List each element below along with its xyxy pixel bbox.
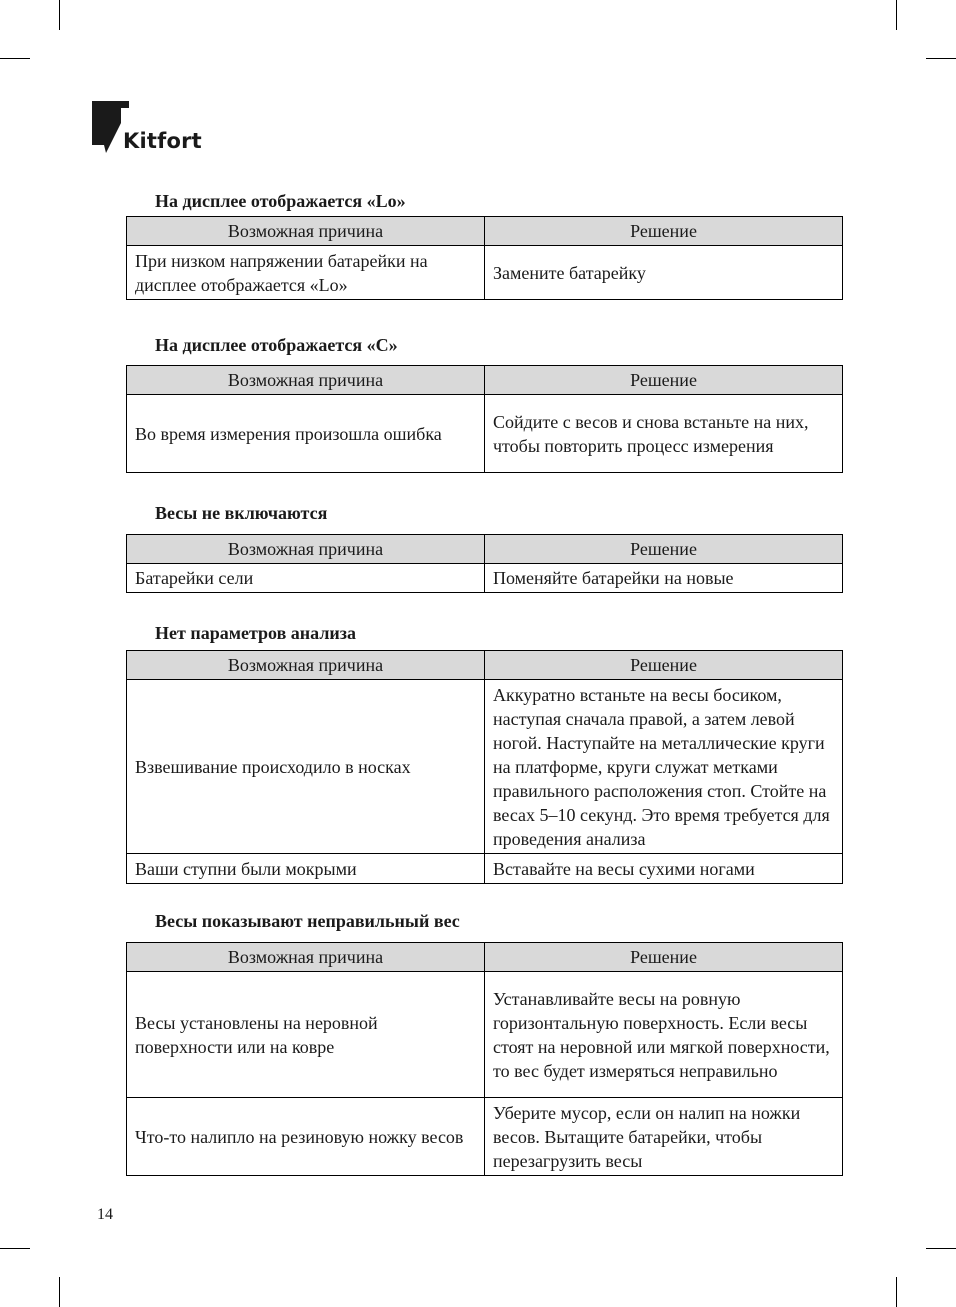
section-title: На дисплее отображается «С» [155, 335, 398, 355]
header-solution: Решение [485, 943, 843, 972]
header-solution: Решение [485, 217, 843, 246]
solution-cell: Поменяйте батарейки на новые [485, 564, 843, 593]
header-cause: Возможная причина [127, 943, 485, 972]
table-row [127, 680, 843, 854]
crop-mark [59, 1277, 60, 1307]
table-row [127, 1098, 843, 1176]
page-number: 14 [97, 1206, 113, 1223]
cause-cell: Батарейки сели [127, 564, 485, 593]
header-cause: Возможная причина [127, 535, 485, 564]
header-solution: Решение [485, 535, 843, 564]
solution-cell: Аккуратно встаньте на весы босиком, наступая сначала правой, а затем левой ногой. Наступайте на металлические круги на платформе, круги служат метками правильного расположения стоп. Стойте на весах 5–10 секунд. Это время требуется для проведения анализа [485, 680, 843, 854]
troubleshooting-table [126, 534, 843, 593]
table-header-row [127, 943, 843, 972]
troubleshooting-table [126, 942, 843, 1176]
table-row [127, 972, 843, 1098]
header-cause: Возможная причина [127, 651, 485, 680]
section-title: На дисплее отображается «Lo» [155, 191, 406, 211]
cause-cell: Взвешивание происходило в носках [127, 680, 485, 854]
table-row [127, 854, 843, 884]
troubleshooting-table [126, 650, 843, 884]
solution-cell: Сойдите с весов и снова встаньте на них, чтобы повторить процесс измерения [485, 395, 843, 473]
solution-cell: Устанавливайте весы на ровную горизонтальную поверхность. Если весы стоят на неровной или мягкой поверхности, то вес будет измеряться неправильно [485, 972, 843, 1098]
header-solution: Решение [485, 651, 843, 680]
brand-logo [92, 101, 202, 157]
section-title: Нет параметров анализа [155, 623, 357, 643]
header-cause: Возможная причина [127, 366, 485, 395]
cause-cell: Весы установлены на неровной поверхности или на ковре [127, 972, 485, 1098]
cause-cell: Ваши ступни были мокрыми [127, 854, 485, 884]
table-header-row [127, 535, 843, 564]
header-cause: Возможная причина [127, 217, 485, 246]
header-solution: Решение [485, 366, 843, 395]
table-header-row [127, 366, 843, 395]
crop-mark [0, 1248, 30, 1249]
brand-name: Kitfort [123, 129, 202, 153]
crop-mark [896, 0, 897, 30]
cause-cell: Что-то налипло на резиновую ножку весов [127, 1098, 485, 1176]
crop-mark [926, 1248, 956, 1249]
troubleshooting-table [126, 365, 843, 473]
section-title: Весы не включаются [155, 503, 328, 523]
solution-cell: Уберите мусор, если он налип на ножки весов. Вытащите батарейки, чтобы перезагрузить весы [485, 1098, 843, 1176]
crop-mark [896, 1277, 897, 1307]
solution-cell: Вставайте на весы сухими ногами [485, 854, 843, 884]
table-header-row [127, 651, 843, 680]
solution-cell: Замените батарейку [485, 246, 843, 300]
crop-mark [0, 58, 30, 59]
table-header-row [127, 217, 843, 246]
table-row [127, 564, 843, 593]
table-row [127, 246, 843, 300]
crop-mark [926, 58, 956, 59]
cause-cell: При низком напряжении батарейки на дисплее отображается «Lo» [127, 246, 485, 300]
table-row [127, 395, 843, 473]
troubleshooting-table [126, 216, 843, 300]
section-title: Весы показывают неправильный вес [155, 911, 460, 931]
cause-cell: Во время измерения произошла ошибка [127, 395, 485, 473]
crop-mark [59, 0, 60, 30]
